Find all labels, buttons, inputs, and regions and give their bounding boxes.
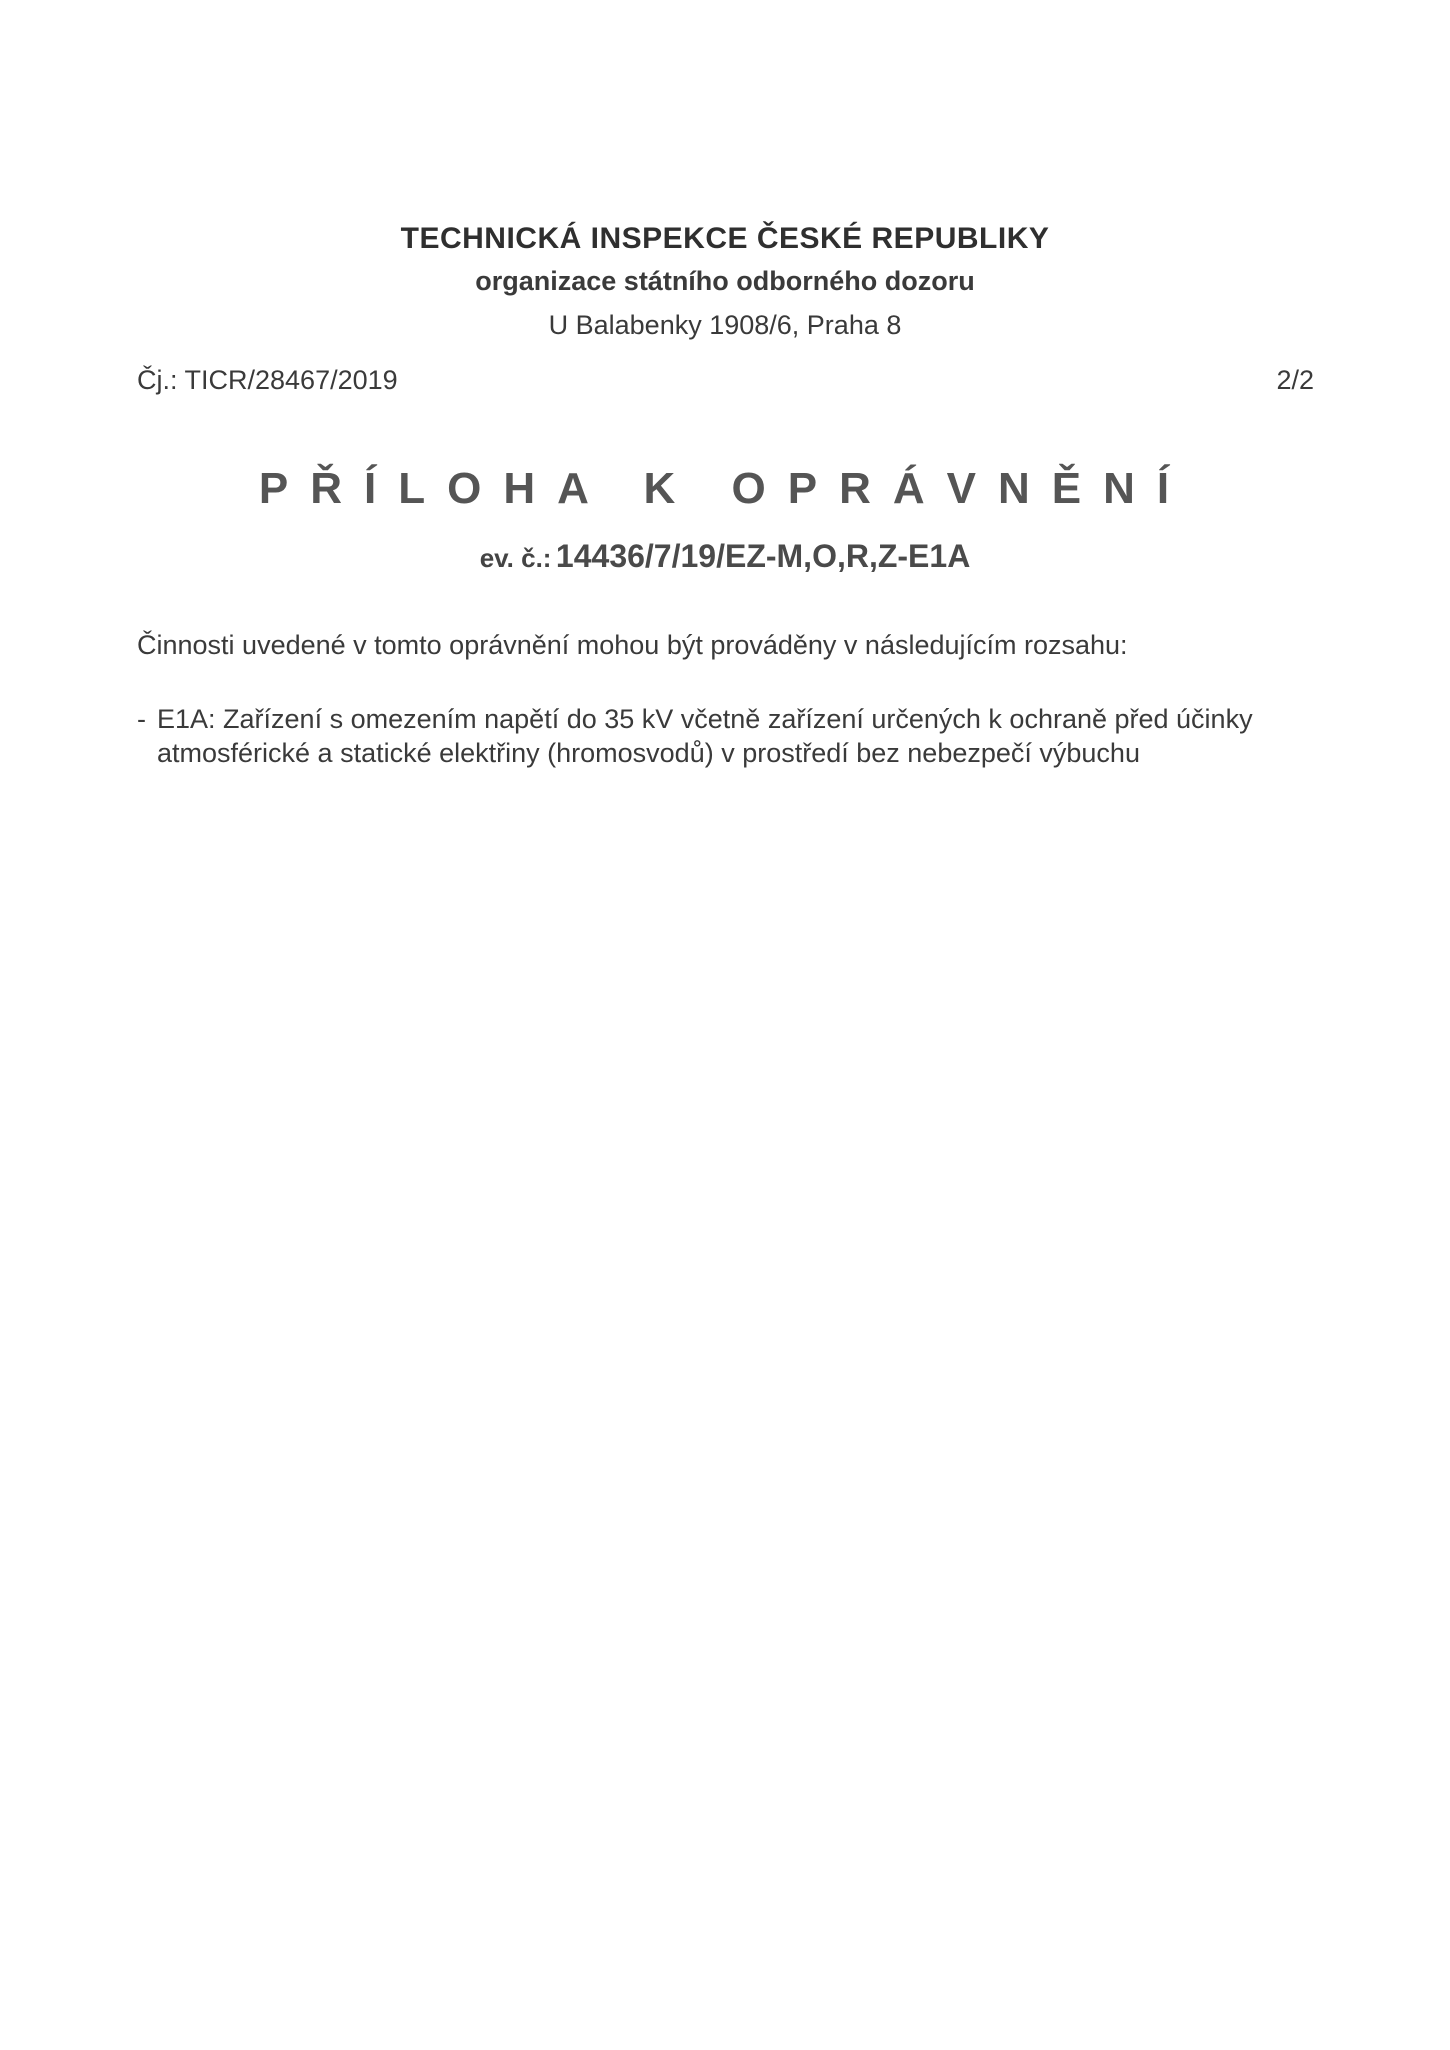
scope-item (137, 702, 1337, 770)
document-title: PŘÍLOHA K OPRÁVNĚNÍ (258, 464, 1192, 513)
registration-line (0, 538, 1450, 575)
scope-item-dash: - (137, 704, 146, 734)
organization-subtitle: organizace státního odborného dozoru (475, 266, 975, 296)
registration-number: 14436/7/19/EZ-M,O,R,Z-E1A (555, 538, 971, 574)
reference-row (137, 365, 1314, 396)
page-number: 2/2 (1276, 365, 1314, 395)
organization-name: TECHNICKÁ INSPEKCE ČESKÉ REPUBLIKY (400, 222, 1050, 255)
organization-address: U Balabenky 1908/6, Praha 8 (548, 310, 902, 340)
case-number: Čj.: TICR/28467/2019 (137, 365, 398, 395)
scope-item-text: E1A: Zařízení s omezením napětí do 35 kV včetně zařízení určených k ochraně před účinky atmosférické a statické elektřiny (hromosvodů) v prostředí bez nebezpečí výbuchu (157, 704, 1253, 768)
scope-intro: Činnosti uvedené v tomto oprávnění mohou být prováděny v následujícím rozsahu: (137, 630, 1128, 660)
registration-label: ev. č.: (479, 543, 552, 573)
